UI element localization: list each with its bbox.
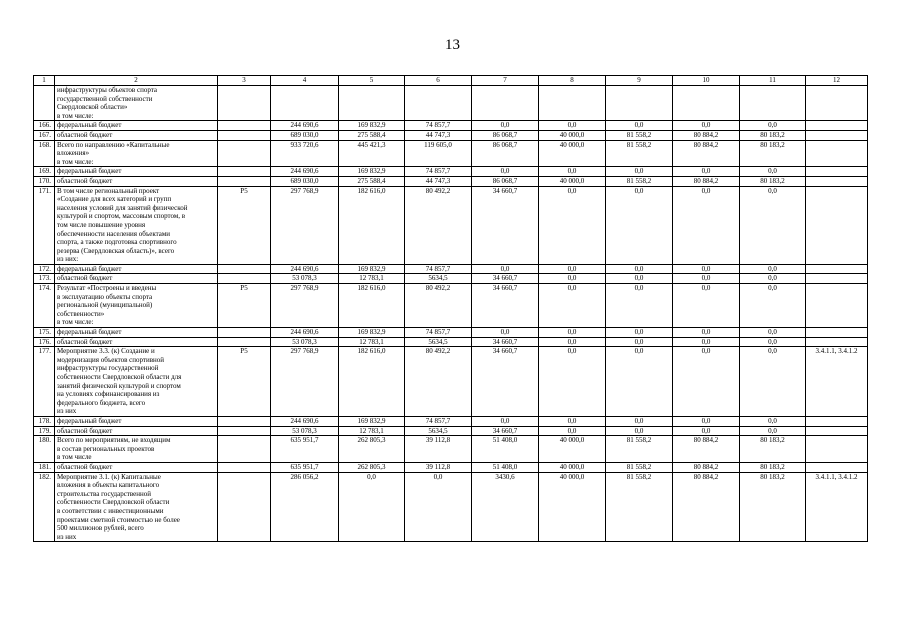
row-name-cell: Всего по мероприятиям, не входящим в состав региональных проектов в том числе (55, 436, 218, 463)
column-header: 12 (806, 76, 868, 86)
value-cell-col10: 80 884,2 (673, 462, 740, 472)
value-cell-col11: 80 183,2 (740, 130, 806, 140)
value-cell-col11: 0,0 (740, 416, 806, 426)
value-cell-col4: 297 768,9 (271, 347, 339, 417)
value-cell-col10: 80 884,2 (673, 176, 740, 186)
column-header: 10 (673, 76, 740, 86)
value-cell-col9: 0,0 (606, 347, 673, 417)
value-cell-col7: 34 660,7 (472, 426, 539, 436)
row-name-cell: федеральный бюджет (55, 416, 218, 426)
value-cell-col6: 80 492,2 (405, 347, 472, 417)
value-cell-col9: 81 558,2 (606, 176, 673, 186)
value-cell-col10: 80 884,2 (673, 436, 740, 463)
value-cell-col10: 0,0 (673, 121, 740, 131)
value-cell-col6: 74 857,7 (405, 328, 472, 338)
target-ref-cell (806, 130, 868, 140)
row-number-cell: 166. (34, 121, 55, 131)
value-cell-col9 (606, 86, 673, 121)
row-code-cell (218, 337, 271, 347)
target-ref-cell: 3.4.1.1, 3.4.1.2 (806, 472, 868, 542)
target-ref-cell (806, 416, 868, 426)
value-cell-col10: 80 884,2 (673, 140, 740, 167)
row-number-cell: 174. (34, 284, 55, 328)
value-cell-col8 (539, 86, 606, 121)
value-cell-col6: 74 857,7 (405, 167, 472, 177)
value-cell-col5: 169 832,9 (339, 264, 405, 274)
target-ref-cell (806, 86, 868, 121)
value-cell-col5: 182 616,0 (339, 347, 405, 417)
value-cell-col6: 74 857,7 (405, 416, 472, 426)
table-row (34, 328, 868, 338)
table-row (34, 426, 868, 436)
value-cell-col8: 0,0 (539, 284, 606, 328)
row-number-cell: 168. (34, 140, 55, 167)
value-cell-col10: 0,0 (673, 264, 740, 274)
value-cell-col11: 0,0 (740, 121, 806, 131)
table-row (34, 472, 868, 542)
value-cell-col5: 275 588,4 (339, 176, 405, 186)
value-cell-col4: 53 078,3 (271, 274, 339, 284)
row-code-cell (218, 472, 271, 542)
value-cell-col6: 74 857,7 (405, 264, 472, 274)
value-cell-col7: 0,0 (472, 328, 539, 338)
row-code-cell (218, 121, 271, 131)
column-header: 8 (539, 76, 606, 86)
table-row (34, 130, 868, 140)
value-cell-col8: 40 000,0 (539, 130, 606, 140)
value-cell-col8: 40 000,0 (539, 462, 606, 472)
value-cell-col10: 0,0 (673, 426, 740, 436)
row-code-cell (218, 436, 271, 463)
column-header: 7 (472, 76, 539, 86)
value-cell-col11: 0,0 (740, 347, 806, 417)
row-code-cell (218, 264, 271, 274)
value-cell-col9: 0,0 (606, 337, 673, 347)
value-cell-col4: 689 030,0 (271, 176, 339, 186)
row-name-cell: областной бюджет (55, 426, 218, 436)
value-cell-col10: 0,0 (673, 186, 740, 264)
column-header: 9 (606, 76, 673, 86)
row-number-cell: 175. (34, 328, 55, 338)
value-cell-col9: 0,0 (606, 284, 673, 328)
row-name-cell: федеральный бюджет (55, 167, 218, 177)
value-cell-col4: 244 690,6 (271, 264, 339, 274)
row-number-cell: 179. (34, 426, 55, 436)
value-cell-col11: 80 183,2 (740, 436, 806, 463)
value-cell-col8: 0,0 (539, 167, 606, 177)
row-number-cell: 180. (34, 436, 55, 463)
table-row (34, 436, 868, 463)
value-cell-col4: 53 078,3 (271, 337, 339, 347)
row-name-cell: Мероприятие 3.1. (к) Капитальные вложения в объекты капитального строительства государственной собственности Свердловской области в соответствии с инвестиционными проектами сметной стоимостью не более 500 миллионов рублей, всего из них (55, 472, 218, 542)
value-cell-col7: 51 408,0 (472, 436, 539, 463)
value-cell-col8: 0,0 (539, 274, 606, 284)
value-cell-col8: 0,0 (539, 426, 606, 436)
row-code-cell (218, 416, 271, 426)
target-ref-cell: 3.4.1.1, 3.4.1.2 (806, 347, 868, 417)
value-cell-col9: 0,0 (606, 167, 673, 177)
table-row (34, 176, 868, 186)
value-cell-col4: 635 951,7 (271, 462, 339, 472)
value-cell-col7: 34 660,7 (472, 186, 539, 264)
header-row (34, 76, 868, 86)
table-row (34, 337, 868, 347)
value-cell-col9: 0,0 (606, 274, 673, 284)
value-cell-col8: 40 000,0 (539, 140, 606, 167)
row-name-cell: федеральный бюджет (55, 121, 218, 131)
value-cell-col8: 0,0 (539, 186, 606, 264)
row-name-cell: областной бюджет (55, 176, 218, 186)
row-code-cell (218, 86, 271, 121)
row-name-cell: Всего по направлению «Капитальные вложения» в том числе: (55, 140, 218, 167)
value-cell-col7: 86 068,7 (472, 176, 539, 186)
value-cell-col9: 81 558,2 (606, 472, 673, 542)
value-cell-col10: 0,0 (673, 347, 740, 417)
value-cell-col7: 86 068,7 (472, 130, 539, 140)
row-name-cell: Результат «Построены и введены в эксплуатацию объекты спорта региональной (муниципальной) собственности» в том числе: (55, 284, 218, 328)
value-cell-col6: 44 747,3 (405, 176, 472, 186)
value-cell-col11: 80 183,2 (740, 176, 806, 186)
value-cell-col11 (740, 86, 806, 121)
value-cell-col9: 0,0 (606, 328, 673, 338)
value-cell-col11: 0,0 (740, 167, 806, 177)
value-cell-col4: 244 690,6 (271, 167, 339, 177)
value-cell-col6: 0,0 (405, 472, 472, 542)
target-ref-cell (806, 328, 868, 338)
value-cell-col7: 0,0 (472, 416, 539, 426)
value-cell-col10: 0,0 (673, 328, 740, 338)
column-header: 5 (339, 76, 405, 86)
target-ref-cell (806, 264, 868, 274)
value-cell-col5 (339, 86, 405, 121)
value-cell-col10: 0,0 (673, 284, 740, 328)
value-cell-col4: 244 690,6 (271, 328, 339, 338)
row-name-cell: Мероприятие 3.3. (к) Создание и модернизация объектов спортивной инфраструктуры государственной собственности Свердловской области для занятий физической культурой и спортом на условиях софинансирования из федерального бюджета, всего из них (55, 347, 218, 417)
value-cell-col11: 80 183,2 (740, 462, 806, 472)
value-cell-col11: 0,0 (740, 264, 806, 274)
value-cell-col5: 182 616,0 (339, 284, 405, 328)
row-number-cell: 176. (34, 337, 55, 347)
target-ref-cell (806, 462, 868, 472)
value-cell-col9: 81 558,2 (606, 462, 673, 472)
value-cell-col9: 81 558,2 (606, 140, 673, 167)
value-cell-col7: 86 068,7 (472, 140, 539, 167)
value-cell-col8: 0,0 (539, 337, 606, 347)
row-name-cell: областной бюджет (55, 274, 218, 284)
value-cell-col11: 0,0 (740, 426, 806, 436)
row-name-cell: В том числе региональный проект «Создание для всех категорий и групп населения условий для занятий физической культурой и спортом, массовым спортом, в том числе повышение уровня обеспеченности населения объектами спорта, а также подготовка спортивного резерва (Свердловская область)», всего из них: (55, 186, 218, 264)
value-cell-col6: 74 857,7 (405, 121, 472, 131)
value-cell-col8: 0,0 (539, 121, 606, 131)
value-cell-col6: 5634,5 (405, 337, 472, 347)
value-cell-col9: 0,0 (606, 186, 673, 264)
table-row (34, 284, 868, 328)
table-row (34, 167, 868, 177)
target-ref-cell (806, 186, 868, 264)
row-number-cell: 171. (34, 186, 55, 264)
value-cell-col6: 5634,5 (405, 274, 472, 284)
table-row (34, 264, 868, 274)
value-cell-col11: 0,0 (740, 284, 806, 328)
value-cell-col9: 0,0 (606, 264, 673, 274)
value-cell-col10: 0,0 (673, 337, 740, 347)
value-cell-col7: 34 660,7 (472, 337, 539, 347)
row-name-cell: областной бюджет (55, 130, 218, 140)
value-cell-col5: 262 805,3 (339, 436, 405, 463)
column-header: 11 (740, 76, 806, 86)
row-code-cell (218, 167, 271, 177)
column-header: 1 (34, 76, 55, 86)
row-number-cell: 170. (34, 176, 55, 186)
value-cell-col4: 933 720,6 (271, 140, 339, 167)
value-cell-col6: 80 492,2 (405, 284, 472, 328)
row-code-cell: P5 (218, 347, 271, 417)
row-name-cell: инфраструктуры объектов спорта государственной собственности Свердловской области» в том числе: (55, 86, 218, 121)
table-row (34, 121, 868, 131)
table-row (34, 274, 868, 284)
row-code-cell (218, 130, 271, 140)
value-cell-col7: 0,0 (472, 121, 539, 131)
row-number-cell: 178. (34, 416, 55, 426)
row-code-cell (218, 462, 271, 472)
target-ref-cell (806, 436, 868, 463)
value-cell-col11: 0,0 (740, 186, 806, 264)
value-cell-col4: 286 056,2 (271, 472, 339, 542)
value-cell-col8: 40 000,0 (539, 472, 606, 542)
row-code-cell (218, 140, 271, 167)
value-cell-col7: 3430,6 (472, 472, 539, 542)
row-name-cell: федеральный бюджет (55, 264, 218, 274)
row-number-cell: 182. (34, 472, 55, 542)
value-cell-col11: 0,0 (740, 274, 806, 284)
budget-table (33, 75, 868, 542)
table-row (34, 86, 868, 121)
value-cell-col7: 34 660,7 (472, 284, 539, 328)
column-header: 3 (218, 76, 271, 86)
value-cell-col5: 169 832,9 (339, 416, 405, 426)
value-cell-col6: 39 112,8 (405, 436, 472, 463)
value-cell-col5: 169 832,9 (339, 328, 405, 338)
value-cell-col4: 244 690,6 (271, 416, 339, 426)
row-code-cell (218, 426, 271, 436)
value-cell-col7: 34 660,7 (472, 347, 539, 417)
value-cell-col9: 0,0 (606, 426, 673, 436)
row-code-cell: P5 (218, 284, 271, 328)
value-cell-col4: 297 768,9 (271, 186, 339, 264)
value-cell-col4 (271, 86, 339, 121)
row-number-cell: 169. (34, 167, 55, 177)
target-ref-cell (806, 167, 868, 177)
value-cell-col5: 445 421,3 (339, 140, 405, 167)
row-number-cell: 181. (34, 462, 55, 472)
row-number-cell: 177. (34, 347, 55, 417)
value-cell-col10: 0,0 (673, 274, 740, 284)
value-cell-col4: 635 951,7 (271, 436, 339, 463)
table-row (34, 140, 868, 167)
row-name-cell: областной бюджет (55, 337, 218, 347)
target-ref-cell (806, 176, 868, 186)
row-number-cell (34, 86, 55, 121)
value-cell-col7 (472, 86, 539, 121)
value-cell-col10: 80 884,2 (673, 472, 740, 542)
value-cell-col9: 0,0 (606, 416, 673, 426)
row-code-cell (218, 176, 271, 186)
value-cell-col4: 244 690,6 (271, 121, 339, 131)
target-ref-cell (806, 284, 868, 328)
value-cell-col5: 182 616,0 (339, 186, 405, 264)
column-header: 2 (55, 76, 218, 86)
value-cell-col8: 0,0 (539, 328, 606, 338)
table-row (34, 416, 868, 426)
page-number: 13 (445, 37, 460, 53)
value-cell-col5: 262 805,3 (339, 462, 405, 472)
value-cell-col5: 0,0 (339, 472, 405, 542)
value-cell-col7: 0,0 (472, 167, 539, 177)
value-cell-col5: 169 832,9 (339, 121, 405, 131)
column-header: 4 (271, 76, 339, 86)
value-cell-col10: 0,0 (673, 416, 740, 426)
value-cell-col8: 40 000,0 (539, 176, 606, 186)
table-row (34, 186, 868, 264)
row-code-cell: P5 (218, 186, 271, 264)
value-cell-col7: 34 660,7 (472, 274, 539, 284)
value-cell-col7: 51 408,0 (472, 462, 539, 472)
value-cell-col6: 119 605,0 (405, 140, 472, 167)
value-cell-col6: 39 112,8 (405, 462, 472, 472)
target-ref-cell (806, 274, 868, 284)
row-code-cell (218, 328, 271, 338)
target-ref-cell (806, 337, 868, 347)
value-cell-col5: 12 783,1 (339, 274, 405, 284)
table-row (34, 347, 868, 417)
value-cell-col4: 53 078,3 (271, 426, 339, 436)
value-cell-col5: 12 783,1 (339, 337, 405, 347)
value-cell-col8: 0,0 (539, 264, 606, 274)
value-cell-col10: 0,0 (673, 167, 740, 177)
target-ref-cell (806, 140, 868, 167)
row-name-cell: областной бюджет (55, 462, 218, 472)
value-cell-col5: 12 783,1 (339, 426, 405, 436)
value-cell-col5: 275 588,4 (339, 130, 405, 140)
row-number-cell: 173. (34, 274, 55, 284)
value-cell-col4: 689 030,0 (271, 130, 339, 140)
target-ref-cell (806, 426, 868, 436)
value-cell-col8: 40 000,0 (539, 436, 606, 463)
value-cell-col8: 0,0 (539, 416, 606, 426)
column-header: 6 (405, 76, 472, 86)
row-number-cell: 167. (34, 130, 55, 140)
target-ref-cell (806, 121, 868, 131)
value-cell-col5: 169 832,9 (339, 167, 405, 177)
value-cell-col10: 80 884,2 (673, 130, 740, 140)
value-cell-col10 (673, 86, 740, 121)
value-cell-col9: 0,0 (606, 121, 673, 131)
value-cell-col4: 297 768,9 (271, 284, 339, 328)
table-row (34, 462, 868, 472)
value-cell-col6: 80 492,2 (405, 186, 472, 264)
value-cell-col6: 5634,5 (405, 426, 472, 436)
value-cell-col11: 0,0 (740, 328, 806, 338)
value-cell-col9: 81 558,2 (606, 130, 673, 140)
value-cell-col7: 0,0 (472, 264, 539, 274)
value-cell-col11: 80 183,2 (740, 140, 806, 167)
row-name-cell: федеральный бюджет (55, 328, 218, 338)
value-cell-col9: 81 558,2 (606, 436, 673, 463)
value-cell-col11: 0,0 (740, 337, 806, 347)
value-cell-col11: 80 183,2 (740, 472, 806, 542)
value-cell-col8: 0,0 (539, 347, 606, 417)
row-number-cell: 172. (34, 264, 55, 274)
row-code-cell (218, 274, 271, 284)
value-cell-col6 (405, 86, 472, 121)
value-cell-col6: 44 747,3 (405, 130, 472, 140)
